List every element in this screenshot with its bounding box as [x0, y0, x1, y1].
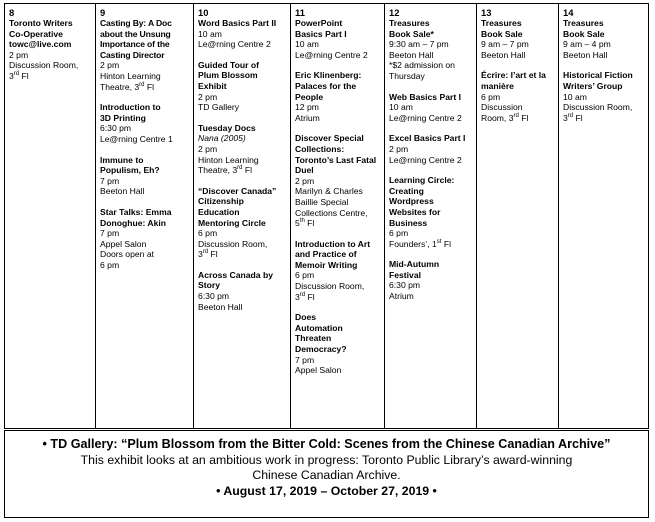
- event-note: Doors open at: [100, 249, 154, 260]
- event-location: Discussion Room,: [563, 102, 633, 113]
- event: [389, 92, 472, 124]
- event-time: 2 pm: [100, 60, 120, 71]
- event-time: 6:30 pm: [198, 291, 230, 302]
- event-location: Hinton Learning: [198, 154, 259, 165]
- event-location: 3rd Fl: [295, 291, 315, 302]
- day-column: [194, 4, 291, 428]
- event-time: 2 pm: [9, 49, 29, 60]
- event-location: Beeton Hall: [389, 49, 434, 60]
- event: [100, 18, 189, 92]
- event-location: Collections Centre,: [295, 207, 368, 218]
- event: [198, 270, 286, 312]
- event: [481, 18, 554, 60]
- event-time: 12 pm: [295, 102, 319, 113]
- event: [389, 133, 472, 165]
- event: [295, 133, 380, 228]
- event-location: TD Gallery: [198, 102, 240, 113]
- event-location: Atrium: [389, 291, 414, 302]
- event-location: 3rd Fl: [9, 70, 29, 81]
- event-location: Beeton Hall: [563, 49, 608, 60]
- calendar-week-grid: [4, 3, 649, 429]
- event-location: Discussion Room,: [198, 238, 268, 249]
- event: [295, 70, 380, 123]
- event-film-title: Nana (2005): [198, 133, 246, 144]
- day-number: 14: [563, 7, 574, 18]
- event-title: Star Talks: Emma Donoghue: Akin: [100, 206, 172, 228]
- event-title: Introduction to 3D Printing: [100, 102, 161, 123]
- event-title: PowerPoint Basics Part I: [295, 18, 347, 39]
- event-time: 9 am – 4 pm: [563, 39, 611, 50]
- event-location: 3rd Fl: [563, 112, 583, 123]
- event: [563, 70, 644, 123]
- event-location: Le@rning Centre 2: [389, 154, 462, 165]
- event-time: 6:30 pm: [100, 123, 132, 134]
- event: [100, 102, 189, 144]
- day-number: 8: [9, 7, 15, 18]
- event-location: Hinton Learning: [100, 70, 161, 81]
- event-location: Le@rning Centre 1: [100, 133, 173, 144]
- event-time: 7 pm: [100, 228, 120, 239]
- event-title: “Discover Canada” Citizenship Education Mentoring Circle: [198, 185, 277, 228]
- exhibit-dates: • August 17, 2019 – October 27, 2019 •: [216, 483, 437, 498]
- event: [389, 259, 472, 301]
- event: [100, 207, 189, 271]
- event-location: Theatre, 3rd Fl: [100, 81, 155, 92]
- event-title: Historical Fiction Writers’ Group: [563, 70, 633, 91]
- exhibit-banner: [4, 430, 649, 518]
- event: [389, 175, 472, 249]
- event-time: 6 pm: [481, 91, 501, 102]
- event-location: Beeton Hall: [100, 186, 145, 197]
- event-title: Casting By: A Doc about the Unsung Importance of the Casting Director: [100, 18, 172, 60]
- event-time: 9 am – 7 pm: [481, 39, 529, 50]
- event-location: Appel Salon: [100, 238, 147, 249]
- event-time: 2 pm: [198, 91, 218, 102]
- event-time: 6 pm: [389, 228, 409, 239]
- day-number: 9: [100, 7, 106, 18]
- event-location: 5th Fl: [295, 218, 315, 229]
- event-title: Treasures Book Sale: [481, 18, 523, 39]
- day-number: 13: [481, 7, 492, 18]
- event: [198, 186, 286, 260]
- event-location: Discussion Room,: [9, 60, 79, 71]
- event-note: 6 pm: [100, 259, 120, 270]
- event-time: 10 am: [295, 39, 319, 50]
- day-column: [291, 4, 385, 428]
- event-time: 2 pm: [198, 143, 218, 154]
- event-title: Word Basics Part II: [198, 18, 277, 28]
- event-location: Beeton Hall: [481, 49, 526, 60]
- event-location: Le@rning Centre 2: [389, 112, 462, 123]
- day-column: [5, 4, 96, 428]
- day-number: 10: [198, 7, 209, 18]
- event: [295, 312, 380, 376]
- event-time: 10 am: [563, 91, 587, 102]
- event-location: Baillie Special: [295, 196, 349, 207]
- day-number: 12: [389, 7, 400, 18]
- event-title: Immune to Populism, Eh?: [100, 154, 160, 176]
- event-title: Treasures Book Sale: [563, 18, 605, 39]
- event: [198, 123, 286, 176]
- event-time: 7 pm: [295, 354, 315, 365]
- event-time: 6:30 pm: [389, 280, 421, 291]
- event-title: Across Canada by Story: [198, 269, 273, 291]
- event-location: Atrium: [295, 112, 320, 123]
- event-title: Excel Basics Part I: [389, 133, 466, 144]
- event-time: 6 pm: [198, 228, 218, 239]
- event-time: 10 am: [198, 28, 222, 39]
- event-time: 9:30 am – 7 pm: [389, 39, 449, 50]
- event: [100, 155, 189, 197]
- event-location: Le@rning Centre 2: [198, 39, 271, 50]
- event-location: Beeton Hall: [198, 301, 243, 312]
- day-column: [385, 4, 477, 428]
- event-time: 7 pm: [100, 175, 120, 186]
- event-location: Discussion: [481, 102, 523, 113]
- event: [9, 18, 91, 82]
- day-number: 11: [295, 7, 305, 18]
- day-column: [96, 4, 194, 428]
- event-time: 10 am: [389, 102, 413, 113]
- event-time: 6 pm: [295, 270, 315, 281]
- event-title: Mid-Autumn Festival: [389, 259, 440, 280]
- event-title: Tuesday Docs: [198, 122, 256, 133]
- event-title: Discover Special Collections: Toronto’s Last Fatal Duel: [295, 133, 377, 176]
- event-location: Appel Salon: [295, 365, 342, 376]
- event-location: 3rd Fl: [198, 249, 218, 260]
- event-title: Treasures Book Sale*: [389, 18, 434, 39]
- event-location: Founders’, 1st Fl: [389, 238, 451, 249]
- exhibit-title: • TD Gallery: “Plum Blossom from the Bitter Cold: Scenes from the Chinese Canadian Archive”: [42, 437, 611, 451]
- event-title: Introduction to Art and Practice of Memoir Writing: [295, 238, 371, 270]
- exhibit-description: Chinese Canadian Archive.: [252, 468, 401, 483]
- exhibit-description: This exhibit looks at an ambitious work in progress: Toronto Public Library’s award-winning: [80, 452, 573, 467]
- event-location: Le@rning Centre 2: [295, 49, 368, 60]
- event-location: Marilyn & Charles: [295, 186, 363, 197]
- event-title: Guided Tour of Plum Blossom Exhibit: [198, 59, 259, 91]
- event-title: Learning Circle: Creating Wordpress Websites for Business: [389, 175, 455, 228]
- event: [295, 239, 380, 303]
- event-title: Écrire: l’art et la manière: [481, 70, 546, 91]
- event: [295, 18, 380, 60]
- event-note: *$2 admission on: [389, 60, 455, 71]
- event-location: Theatre, 3rd Fl: [198, 165, 253, 176]
- day-column: [559, 4, 648, 428]
- event: [389, 18, 472, 82]
- event: [563, 18, 644, 60]
- event: [198, 18, 286, 50]
- event-location: Discussion Room,: [295, 281, 365, 292]
- event-title: Does Automation Threaten Democracy?: [295, 312, 347, 355]
- event: [481, 70, 554, 123]
- event: [198, 60, 286, 113]
- event-time: 2 pm: [295, 175, 315, 186]
- event-location: Room, 3rd Fl: [481, 112, 529, 123]
- event-title: Toronto Writers Co-Operative towc@live.com: [9, 18, 73, 50]
- event-time: 2 pm: [389, 143, 409, 154]
- event-title: Web Basics Part I: [389, 91, 461, 102]
- event-note: Thursday: [389, 70, 425, 81]
- event-title: Eric Klinenberg: Palaces for the People: [295, 70, 362, 102]
- day-column: [477, 4, 559, 428]
